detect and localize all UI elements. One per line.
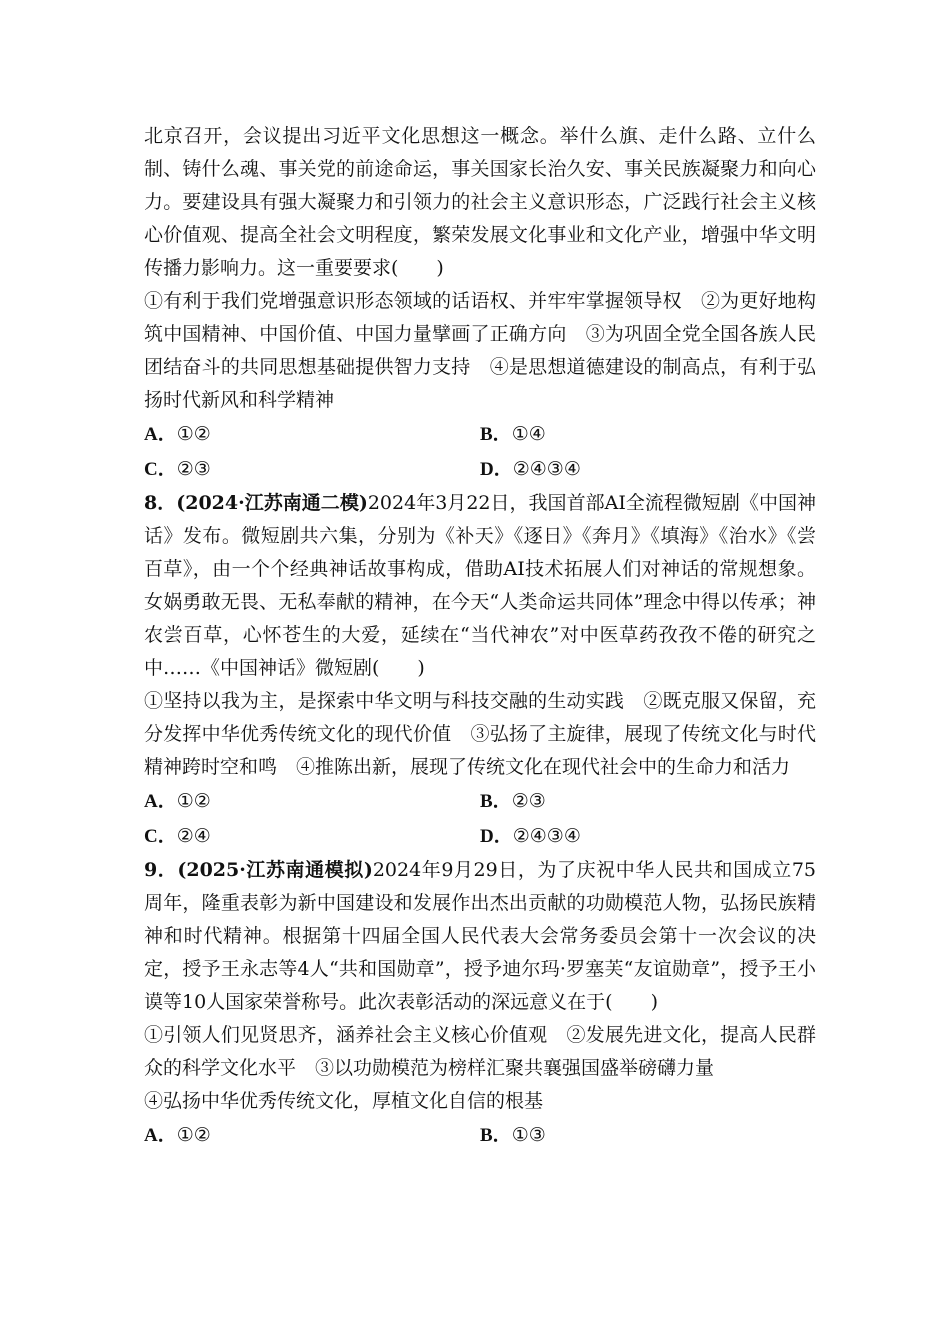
question-9-options [144,1118,816,1153]
option-text: ①④ [511,423,546,445]
option-text: ②③ [176,458,211,480]
option-text: ②③ [511,790,546,812]
question-9-option-a [144,1118,480,1153]
question-number: 9． [144,859,178,881]
question-text: 2024年3月22日，我国首部AI全流程微短剧《中国神话》发布。微短剧共六集，分别为《补天》《逐日》《奔月》《填海》《治水》《尝百草》，由一个个经典神话故事构成，借助AI技术拓展人们对神话的常规想象。女娲勇敢无畏、无私奉献的精神，在今天“人类命运共同体”理念中得以传承；神农尝百草，心怀苍生的大爱，延续在“当代神农”对中医草药孜孜不倦的研究之中……《中国神话》微短剧( ) [144,492,816,679]
question-8-option-c [144,819,480,854]
option-letter: B． [480,791,512,812]
exam-page [144,120,816,1153]
question-8-options [144,784,816,854]
question-8-stem [144,487,816,685]
question-7-option-b [480,417,816,452]
option-text: ②④③④ [512,458,581,480]
option-letter: A． [144,791,177,812]
question-9-statements-1: ①引领人们见贤思齐，涵养社会主义核心价值观 ②发展先进文化，提高人民群众的科学文化水平 ③以功勋模范为榜样汇聚共襄强国盛举磅礴力量 [144,1024,816,1079]
option-letter: C． [144,459,177,480]
question-9-stem [144,854,816,1019]
question-7-option-a [144,417,480,452]
question-source: (2025·江苏南通模拟) [177,859,373,881]
option-letter: A． [144,424,177,445]
option-text: ①② [176,1124,211,1146]
question-9-statements-2: ④弘扬中华优秀传统文化，厚植文化自信的根基 [144,1090,544,1112]
option-text: ②④③④ [512,825,581,847]
question-7-options [144,417,816,487]
question-number: 8． [144,492,177,514]
option-letter: A． [144,1125,177,1146]
option-text: ②④ [176,825,211,847]
question-7-statements: ①有利于我们党增强意识形态领域的话语权、并牢牢掌握领导权 ②为更好地构筑中国精神、中国价值、中国力量擘画了正确方向 ③为巩固全党全国各族人民团结奋斗的共同思想基础提供智力支持 ④是思想道德建设的制高点，有利于弘扬时代新风和科学精神 [144,290,816,411]
question-source: (2024·江苏南通二模) [176,492,368,514]
option-letter: B． [480,424,512,445]
option-text: ①② [176,790,211,812]
question-7-option-d [480,452,816,487]
option-text: ①② [176,423,211,445]
question-8-option-b [480,784,816,819]
question-8-option-a [144,784,480,819]
option-letter: C． [144,826,177,847]
question-7-stem: 北京召开，会议提出习近平文化思想这一概念。举什么旗、走什么路、立什么制、铸什么魂、事关党的前途命运，事关国家长治久安、事关民族凝聚力和向心力。要建设具有强大凝聚力和引领力的社会主义意识形态，广泛践行社会主义核心价值观、提高全社会文明程度，繁荣发展文化事业和文化产业，增强中华文明传播力影响力。这一重要要求( ) [144,125,816,279]
question-8 [144,487,816,854]
option-letter: B． [480,1125,512,1146]
option-letter: D． [480,826,513,847]
option-letter: D． [480,459,513,480]
question-9 [144,854,816,1153]
question-8-option-d [480,819,816,854]
option-text: ①③ [511,1124,546,1146]
question-7 [144,120,816,487]
question-9-option-b [480,1118,816,1153]
question-7-option-c [144,452,480,487]
question-8-statements: ①坚持以我为主，是探索中华文明与科技交融的生动实践 ②既克服又保留，充分发挥中华优秀传统文化的现代价值 ③弘扬了主旋律，展现了传统文化与时代精神跨时空和鸣 ④推陈出新，展现了传统文化在现代社会中的生命力和活力 [144,690,816,778]
question-text: 2024年9月29日，为了庆祝中华人民共和国成立75周年，隆重表彰为新中国建设和发展作出杰出贡献的功勋模范人物，弘扬民族精神和时代精神。根据第十四届全国人民代表大会常务委员会第十一次会议的决定，授予王永志等4人“共和国勋章”，授予迪尔玛·罗塞芙“友谊勋章”，授予王小谟等10人国家荣誉称号。此次表彰活动的深远意义在于( ) [144,859,816,1013]
